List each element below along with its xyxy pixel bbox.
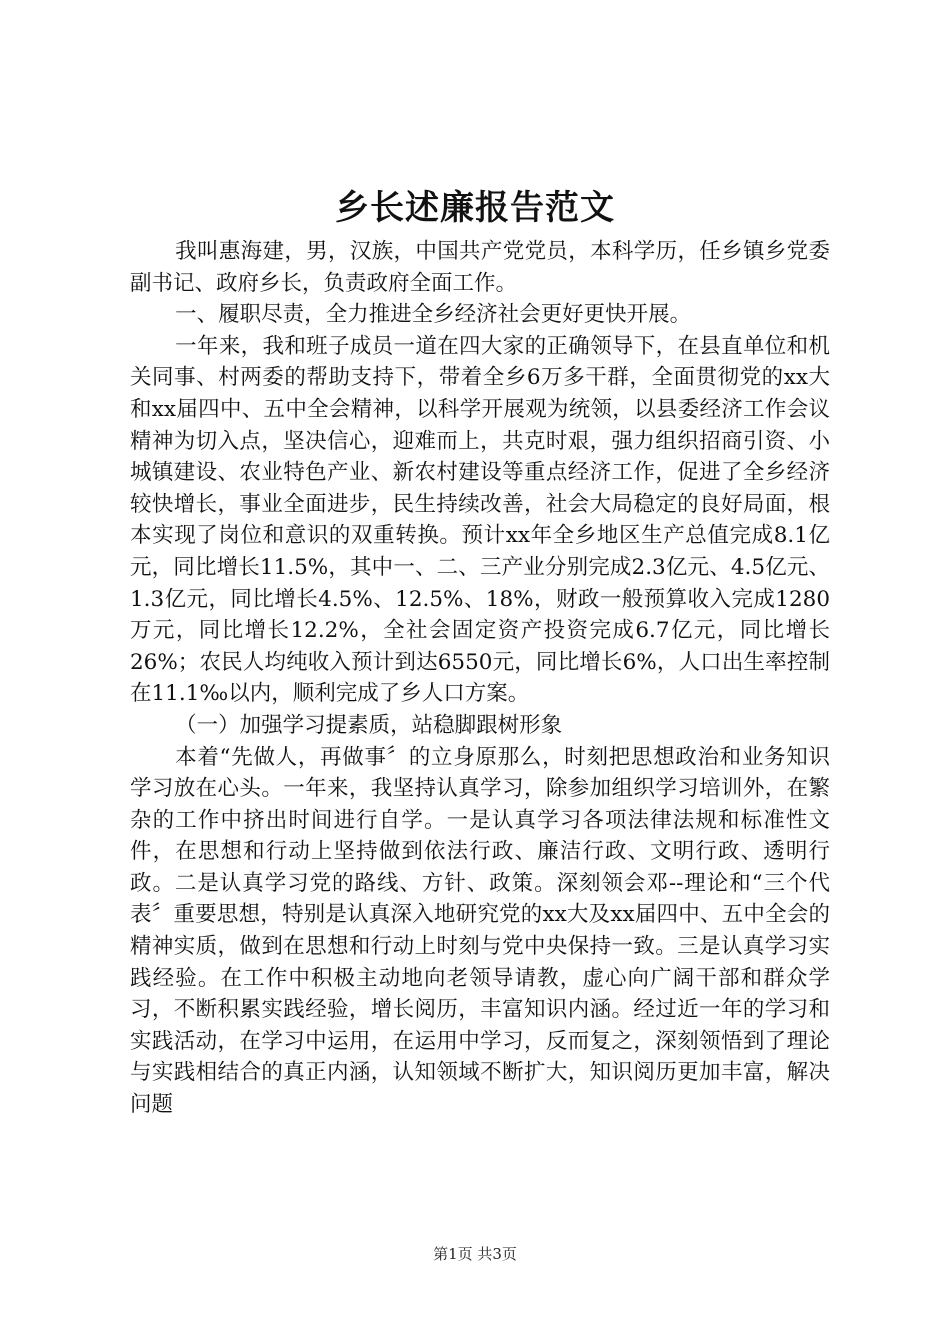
document-title: 乡长述廉报告范文 (335, 188, 615, 228)
paragraph-subheading-1: （一）加强学习提素质，站稳脚跟树形象 (175, 712, 563, 738)
page-footer: 第1页 共3页 (433, 1245, 517, 1263)
paragraph-study: 本着“先做人，再做事〞的立身原那么，时刻把思想政治和业务知识学习放在心头。一年来，我坚持认真学习，除参加组织学习培训外，在繁杂的工作中挤出时间进行自学。一是认真学习各项法律法规和标准性文件，在思想和行动上坚持做到依法行政、廉洁行政、文明行政、透明行政。二是认真学习党的路线、方针、政策。深刻领会邓--理论和“三个代表〞重要思想，特别是认真深入地研究党的xx大及xx届四中、五中全会的精神实质，做到在思想和行动上时刻与党中央保持一致。三是认真学习实践经验。在工作中积极主动地向老领导请教，虚心向广阔干部和群众学习，不断积累实践经验，增长阅历，丰富知识内涵。经过近一年的学习和实践活动，在学习中运用，在运用中学习，反而复之，深刻领悟到了理论与实践相结合的真正内涵，认知领域不断扩大，知识阅历更加丰富，解决问题 (130, 744, 830, 1118)
document-body (130, 236, 830, 1121)
paragraph-intro: 我叫惠海建，男，汉族，中国共产党党员，本科学历，任乡镇乡党委副书记、政府乡长，负责政府全面工作。 (130, 239, 830, 296)
paragraph-economy: 一年来，我和班子成员一道在四大家的正确领导下，在县直单位和机关同事、村两委的帮助支持下，带着全乡6万多干群，全面贯彻党的xx大和xx届四中、五中全会精神，以科学开展观为统领，以县委经济工作会议精神为切入点，坚决信心，迎难而上，共克时艰，强力组织招商引资、小城镇建设、农业特色产业、新农村建设等重点经济工作，促进了全乡经济较快增长，事业全面进步，民生持续改善，社会大局稳定的良好局面，根本实现了岗位和意识的双重转换。预计xx年全乡地区生产总值完成8.1亿元，同比增长11.5%，其中一、二、三产业分别完成2.3亿元、4.5亿元、1.3亿元，同比增长4.5%、12.5%、18%，财政一般预算收入完成1280万元，同比增长12.2%，全社会固定资产投资完成6.7亿元，同比增长26%；农民人均纯收入预计到达6550元，同比增长6%，人口出生率控制在11.1‰以内，顺利完成了乡人口方案。 (130, 333, 830, 707)
paragraph-heading-1: 一、履职尽责，全力推进全乡经济社会更好更快开展。 (175, 302, 692, 328)
